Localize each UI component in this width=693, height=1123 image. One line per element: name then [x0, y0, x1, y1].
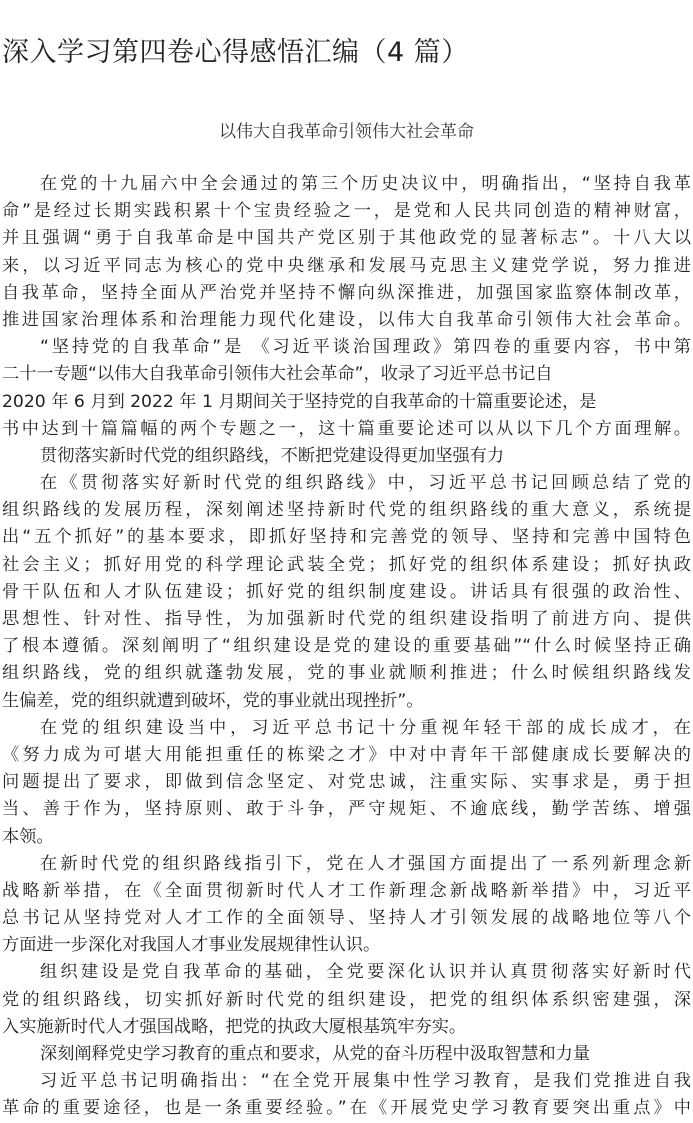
body-line: “坚持党的自我革命”是 《习近平谈治国理政》第四卷的重要内容，书中第	[40, 337, 691, 358]
body-line: 2020 年 6 月到 2022 年 1 月期间关于坚持党的自我革命的十篇重要论述，是	[2, 391, 597, 412]
body-line: 推进国家治理体系和治理能力现代化建设，以伟大自我革命引领伟大社会革命。	[2, 309, 691, 330]
body-line: 在《贯彻落实好新时代党的组织路线》中，习近平总书记回顾总结了党的	[40, 473, 691, 494]
body-line: 贯彻落实新时代党的组织路线，不断把党建设得更加坚强有力	[40, 445, 505, 466]
body-line: 二十一专题“以伟大自我革命引领伟大社会革命”，收录了习近平总书记自	[2, 364, 553, 385]
body-line: 出“五个抓好”的基本要求，即抓好坚持和完善党的领导、坚持和完善中国特色	[2, 527, 691, 548]
body-line: 了根本遵循。深刻阐明了“组织建设是党的建设的重要基础”“什么时候坚持正确	[2, 636, 691, 657]
body-line: 命”是经过长期实践积累十个宝贵经验之一，是党和人民共同创造的精神财富，	[2, 201, 691, 222]
body-line: 社会主义；抓好用党的科学理论武装全党；抓好党的组织体系建设；抓好执政	[2, 554, 691, 575]
body-line: 骨干队伍和人才队伍建设；抓好党的组织制度建设。讲话具有很强的政治性、	[2, 581, 691, 602]
body-line: 当、善于作为，坚持原则、敢于斗争，严守规矩、不逾底线，勤学苦练、增强	[2, 799, 691, 820]
body-line: 来，以习近平同志为核心的党中央继承和发展马克思主义建党学说，努力推进	[2, 255, 691, 276]
body-line: 《努力成为可堪大用能担重任的栋梁之才》中对中青年干部健康成长要解决的	[2, 744, 691, 765]
body-line: 组织路线，党的组织就蓬勃发展，党的事业就顺利推进；什么时候组织路线发	[2, 663, 691, 684]
body-line: 总书记从坚持党对人才工作的全面领导、坚持人才引领发展的战略地位等八个	[2, 908, 691, 929]
article-title: 以伟大自我革命引领伟大社会革命	[219, 122, 474, 142]
body-line: 在新时代党的组织路线指引下，党在人才强国方面提出了一系列新理念新	[40, 853, 691, 874]
body-line: 书中达到十篇篇幅的两个专题之一，这十篇重要论述可以从以下几个方面理解。	[2, 418, 691, 439]
body-line: 组织建设是党自我革命的基础，全党要深化认识并认真贯彻落实好新时代	[40, 962, 691, 983]
document-title: 深入学习第四卷心得感悟汇编（4 篇）	[2, 37, 469, 68]
body-line: 在党的组织建设当中，习近平总书记十分重视年轻干部的成长成才，在	[40, 717, 691, 738]
body-line: 思想性、针对性、指导性，为加强新时代党的组织建设指明了前进方向、提供	[2, 609, 691, 629]
body-line: 深刻阐释党史学习教育的重点和要求，从党的奋斗历程中汲取智慧和力量	[40, 1044, 591, 1064]
body-line: 在党的十九届六中全会通过的第三个历史决议中，明确指出，“坚持自我革	[40, 174, 691, 194]
body-line: 生偏差，党的组织就遭到破坏，党的事业就出现挫折”。	[2, 690, 424, 711]
body-line: 本领。	[2, 826, 54, 847]
body-line: 习近平总书记明确指出：“在全党开展集中性学习教育，是我们党推进自我	[40, 1071, 691, 1092]
body-line: 问题提出了要求，即做到信念坚定、对党忠诚，注重实际、实事求是，勇于担	[2, 772, 691, 793]
body-line: 入实施新时代人才强国战略，把党的执政大厦根基筑牢夯实。	[2, 1016, 467, 1037]
body-line: 党的组织路线，切实抓好新时代党的组织建设，把党的组织体系织密建强，深	[2, 989, 691, 1010]
body-line: 组织路线的发展历程，深刻阐述坚持新时代党的组织路线的重大意义，系统提	[2, 500, 691, 521]
article-body	[2, 171, 691, 1123]
body-line: 方面进一步深化对我国人才事业发展规律性认识。	[2, 935, 381, 956]
body-line: 自我革命，坚持全面从严治党并坚持不懈向纵深推进，加强国家监察体制改革，	[2, 282, 691, 303]
body-line: 战略新举措，在《全面贯彻新时代人才工作新理念新战略新举措》中，习近平	[2, 880, 691, 901]
body-line: 并且强调“勇于自我革命是中国共产党区别于其他政党的显著标志”。十八大以	[2, 228, 691, 249]
body-line: 革命的重要途径，也是一条重要经验。”在《开展党史学习教育要突出重点》中	[2, 1098, 691, 1119]
